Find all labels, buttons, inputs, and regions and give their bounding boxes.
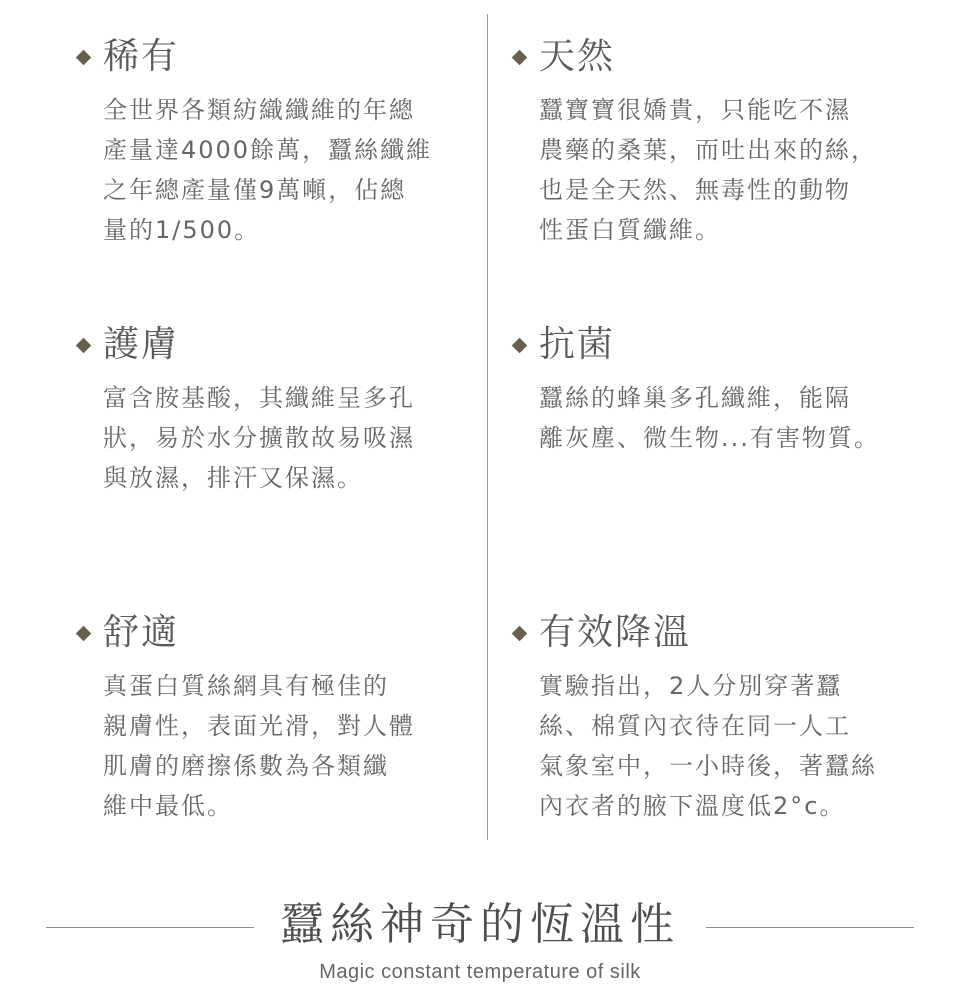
feature-heading <box>75 610 435 656</box>
feature-title: 有效降溫 <box>539 612 692 653</box>
feature-comfort <box>75 610 435 826</box>
feature-heading <box>75 34 435 80</box>
feature-description: 富含胺基酸，其纖維呈多孔 狀，易於水分擴散故易吸濕 與放濕，排汗又保濕。 <box>103 384 415 492</box>
feature-heading <box>75 322 435 368</box>
feature-rare <box>75 34 435 250</box>
diamond-bullet-icon <box>512 337 528 353</box>
section-title: 蠶絲神奇的恆溫性 <box>280 899 680 950</box>
feature-title: 舒適 <box>103 612 180 653</box>
diamond-bullet-icon <box>512 625 528 641</box>
diamond-bullet-icon <box>76 625 92 641</box>
feature-description: 全世界各類紡織纖維的年總 產量達4000餘萬，蠶絲纖維 之年總產量僅9萬噸，佔總 量的1/500。 <box>103 96 433 244</box>
section-subtitle: Magic constant temperature of silk <box>319 961 641 983</box>
column-divider <box>487 14 488 840</box>
diamond-bullet-icon <box>76 49 92 65</box>
feature-description: 蠶寶寶很嬌貴，只能吃不濕 農藥的桑葉，而吐出來的絲， 也是全天然、無毒性的動物 性蛋白質纖維。 <box>539 96 877 244</box>
feature-heading <box>511 34 871 80</box>
feature-cooling <box>511 610 877 826</box>
feature-heading <box>511 610 871 656</box>
feature-heading <box>511 322 871 368</box>
feature-title: 護膚 <box>103 324 180 365</box>
feature-description: 實驗指出，2人分別穿著蠶 絲、棉質內衣待在同一人工 氣象室中，一小時後，著蠶絲 內衣者的腋下溫度低2°c。 <box>539 672 877 820</box>
feature-natural <box>511 34 877 250</box>
feature-title: 稀有 <box>103 36 180 77</box>
feature-skin-care <box>75 322 435 498</box>
diamond-bullet-icon <box>76 337 92 353</box>
feature-title: 天然 <box>539 36 616 77</box>
feature-antibacterial <box>511 322 880 458</box>
feature-title: 抗菌 <box>539 324 616 365</box>
feature-description: 真蛋白質絲網具有極佳的 親膚性，表面光滑，對人體 肌膚的磨擦係數為各類纖 維中最低。 <box>103 672 415 820</box>
diamond-bullet-icon <box>512 49 528 65</box>
feature-description: 蠶絲的蜂巢多孔纖維，能隔 離灰塵、微生物...有害物質。 <box>539 384 880 452</box>
